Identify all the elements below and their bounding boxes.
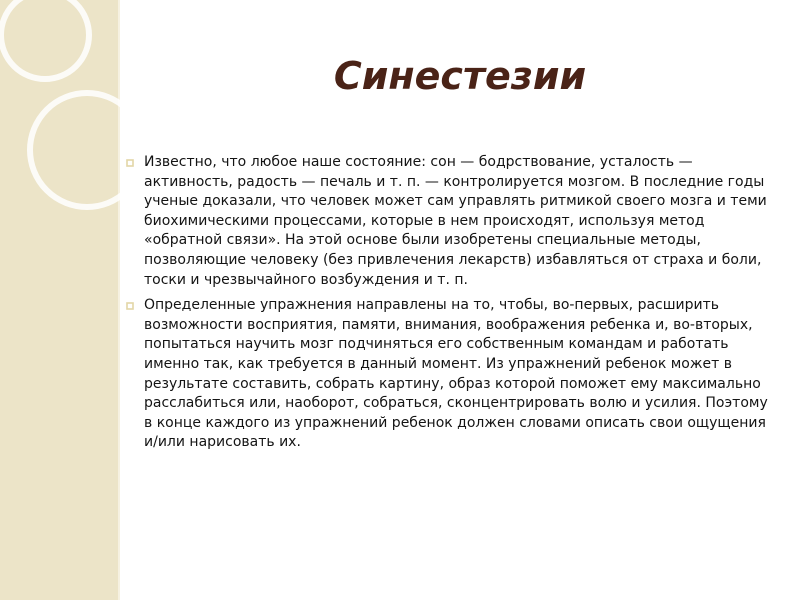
- square-bullet-icon: [126, 302, 134, 310]
- lower-ring: [30, 93, 130, 207]
- slide-title: Синестезии: [333, 54, 587, 98]
- paragraph-text: Известно, что любое наше состояние: сон — бодрствование, усталость — активность, радость — печаль и т. п. — контролируется мозгом. В последние годы ученые доказали, что человек может сам управлять ритмикой своего мозга и теми биохимическими процессами, которые в нем происходят, используя метод «обратной связи». На этой основе были изобретены специальные методы, позволяющие человеку (без привлечения лекарств) избавляться от страха и боли, тоски и чрезвычайного возбуждения и т. п.: [144, 154, 767, 288]
- square-bullet-icon: [126, 159, 134, 167]
- slide-body: [126, 153, 778, 459]
- upper-ring: [1, 0, 89, 79]
- bullet-paragraph-1: [126, 153, 778, 290]
- paragraph-text: Определенные упражнения направлены на то, чтобы, во-первых, расширить возможности восприятия, памяти, внимания, воображения ребенка и, во-вторых, попытаться научить мозг подчиняться его собственным командам и работать именно так, как требуется в данный момент. Из упражнений ребенок может в результате составить, собрать картину, образ которой поможет ему максимально расслабиться или, наоборот, собраться, сконцентрировать волю и усилия. Поэтому в конце каждого из упражнений ребенок должен словами описать свои ощущения и/или нарисовать их.: [144, 297, 768, 451]
- decorative-rings-icon: [0, 0, 130, 220]
- bullet-paragraph-2: [126, 296, 778, 453]
